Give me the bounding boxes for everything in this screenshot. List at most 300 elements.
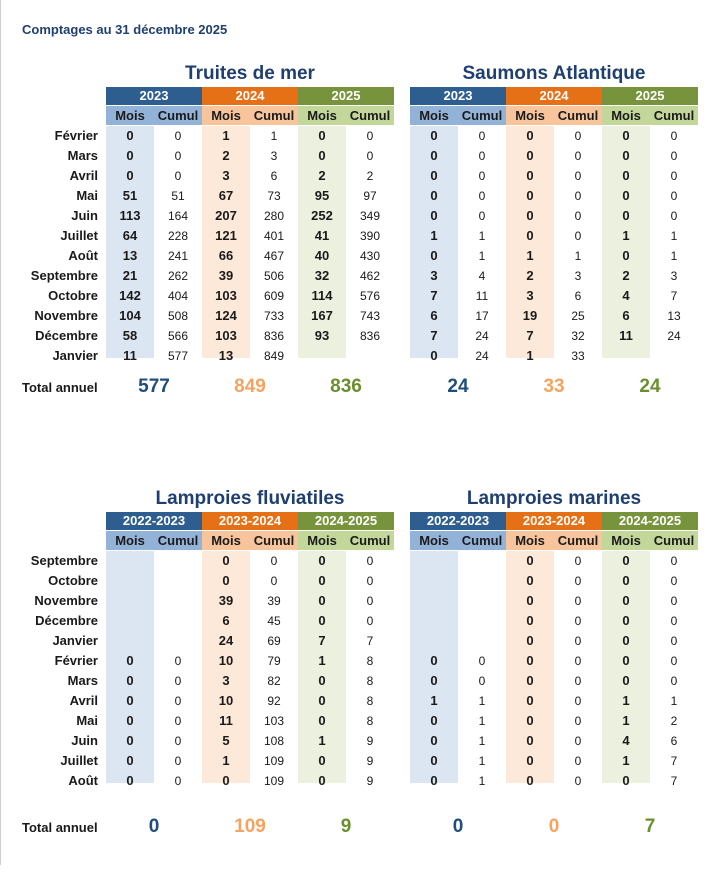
mois-value: 3 (222, 168, 230, 183)
cumul-value (650, 346, 698, 366)
cumul-value: 404 (167, 289, 189, 303)
cumul-value: 32 (571, 329, 585, 343)
cumul-value: 8 (366, 694, 374, 708)
cumul-value: 0 (574, 169, 582, 183)
mois-value: 0 (622, 613, 630, 628)
row-label: Juillet (60, 228, 98, 243)
cumul-value: 73 (267, 189, 281, 203)
mois-value: 7 (526, 328, 534, 343)
period-header: 2023 (106, 87, 202, 105)
mois-value: 51 (122, 188, 138, 203)
row-label: Mars (67, 148, 98, 163)
mois-value: 0 (622, 653, 630, 668)
mois-value: 121 (215, 228, 237, 243)
cumul-value: 13 (667, 309, 681, 323)
row-label: Septembre (30, 553, 98, 568)
mois-value: 39 (218, 268, 234, 283)
mois-value: 2 (622, 268, 630, 283)
mois-value: 0 (526, 733, 534, 748)
mois-value: 0 (126, 673, 134, 688)
mois-value: 4 (622, 733, 630, 748)
cumul-value: 0 (574, 189, 582, 203)
mois-value: 1 (622, 228, 630, 243)
row-label: Juin (71, 733, 98, 748)
cumul-subheader: Cumul (650, 106, 698, 125)
cumul-value: 0 (574, 554, 582, 568)
cumul-subheader: Cumul (250, 531, 298, 550)
mois-value: 0 (526, 228, 534, 243)
cumul-value: 0 (574, 694, 582, 708)
mois-value: 1 (622, 713, 630, 728)
cumul-value: 349 (359, 209, 381, 223)
mois-value: 10 (218, 693, 234, 708)
cumul-value: 24 (475, 349, 489, 363)
cumul-value: 462 (359, 269, 381, 283)
period-header: 2024-2025 (298, 512, 394, 530)
row-label: Octobre (48, 573, 98, 588)
cumul-value: 0 (670, 634, 678, 648)
annual-total-value: 0 (148, 816, 160, 837)
mois-value (106, 551, 154, 571)
mois-value: 1 (318, 653, 326, 668)
mois-subheader: Mois (298, 531, 346, 550)
mois-value: 0 (526, 613, 534, 628)
cumul-value: 8 (366, 654, 374, 668)
cumul-value: 9 (366, 734, 374, 748)
cumul-value: 1 (478, 754, 486, 768)
mois-value: 0 (318, 613, 326, 628)
row-label: Décembre (35, 328, 98, 343)
cumul-value: 280 (263, 209, 285, 223)
cumul-subheader: Cumul (346, 531, 394, 550)
cumul-subheader: Cumul (650, 531, 698, 550)
cumul-value: 7 (670, 774, 678, 788)
cumul-subheader: Cumul (154, 106, 202, 125)
mois-value: 0 (126, 653, 134, 668)
cumul-value: 0 (574, 674, 582, 688)
mois-value: 13 (218, 348, 234, 363)
mois-subheader: Mois (202, 106, 250, 125)
period-header: 2025 (298, 87, 394, 105)
row-label: Avril (69, 168, 98, 183)
mois-value: 66 (218, 248, 234, 263)
mois-value: 0 (318, 553, 326, 568)
mois-value: 32 (314, 268, 330, 283)
mois-value: 13 (122, 248, 138, 263)
mois-value: 0 (622, 553, 630, 568)
annual-total-value: 0 (452, 816, 464, 837)
mois-value: 2 (222, 148, 230, 163)
annual-total-value: 849 (234, 376, 266, 397)
mois-value: 0 (318, 128, 326, 143)
cumul-value: 1 (478, 774, 486, 788)
annual-total-value: 9 (340, 816, 352, 837)
cumul-value: 0 (478, 149, 486, 163)
cumul-value: 0 (574, 574, 582, 588)
mois-value: 0 (318, 713, 326, 728)
cumul-subheader: Cumul (554, 531, 602, 550)
cumul-value: 0 (574, 754, 582, 768)
mois-value: 0 (430, 128, 438, 143)
cumul-subheader: Cumul (554, 106, 602, 125)
mois-value: 41 (314, 228, 330, 243)
mois-value: 1 (526, 348, 534, 363)
mois-value: 0 (318, 673, 326, 688)
cumul-value: 0 (574, 209, 582, 223)
cumul-subheader: Cumul (458, 531, 506, 550)
cumul-value: 11 (475, 289, 489, 303)
mois-value: 0 (526, 573, 534, 588)
row-label: Avril (69, 693, 98, 708)
annual-total-value: 24 (639, 376, 661, 397)
mois-subheader: Mois (506, 106, 554, 125)
mois-value: 103 (215, 328, 237, 343)
mois-value: 0 (430, 348, 438, 363)
cumul-value (458, 571, 506, 591)
mois-value: 0 (222, 773, 230, 788)
cumul-value (154, 591, 202, 611)
row-label: Juin (71, 208, 98, 223)
mois-value: 1 (430, 228, 438, 243)
cumul-value: 0 (478, 169, 486, 183)
cumul-value: 8 (366, 674, 374, 688)
cumul-value: 0 (174, 754, 182, 768)
row-label: Février (54, 128, 98, 143)
row-label: Août (68, 248, 98, 263)
cumul-value: 0 (174, 714, 182, 728)
cumul-value: 92 (267, 694, 281, 708)
mois-value: 0 (526, 753, 534, 768)
cumul-value: 0 (574, 129, 582, 143)
mois-value: 1 (622, 753, 630, 768)
row-label: Janvier (52, 633, 98, 648)
mois-subheader: Mois (602, 531, 650, 550)
mois-value: 0 (126, 168, 134, 183)
mois-value: 0 (526, 553, 534, 568)
cumul-value: 69 (267, 634, 281, 648)
cumul-value: 6 (270, 169, 278, 183)
cumul-value: 0 (270, 554, 278, 568)
cumul-value: 103 (263, 714, 285, 728)
mois-value: 3 (526, 288, 534, 303)
cumul-value: 9 (366, 774, 374, 788)
mois-value: 21 (122, 268, 138, 283)
cumul-value: 0 (670, 209, 678, 223)
mois-value: 0 (430, 713, 438, 728)
mois-value: 64 (122, 228, 138, 243)
cumul-value: 9 (366, 754, 374, 768)
mois-value: 0 (126, 128, 134, 143)
cumul-value: 228 (167, 229, 189, 243)
mois-value: 0 (318, 593, 326, 608)
mois-value: 0 (430, 773, 438, 788)
mois-subheader: Mois (202, 531, 250, 550)
row-label: Août (68, 773, 98, 788)
cumul-value: 0 (670, 169, 678, 183)
cumul-value: 0 (174, 674, 182, 688)
mois-value: 58 (122, 328, 138, 343)
cumul-value: 0 (174, 149, 182, 163)
table-title-lamproies-fluviatiles: Lamproies fluviatiles (155, 488, 345, 509)
mois-value: 0 (222, 573, 230, 588)
mois-value: 0 (318, 753, 326, 768)
cumul-value: 3 (574, 269, 582, 283)
cumul-value: 1 (574, 249, 582, 263)
mois-value: 6 (430, 308, 438, 323)
annual-total-value: 7 (644, 816, 656, 837)
cumul-value: 0 (174, 129, 182, 143)
mois-value (410, 591, 458, 611)
row-label: Juillet (60, 753, 98, 768)
mois-value: 1 (222, 128, 230, 143)
annual-total-value: 577 (138, 376, 170, 397)
row-label: Mars (67, 673, 98, 688)
cumul-value: 24 (667, 329, 681, 343)
cumul-value: 0 (366, 614, 374, 628)
mois-value: 7 (430, 328, 438, 343)
mois-value: 40 (314, 248, 330, 263)
cumul-value: 0 (366, 149, 374, 163)
mois-value: 252 (311, 208, 333, 223)
mois-value: 0 (318, 693, 326, 708)
cumul-value: 430 (359, 249, 381, 263)
mois-value: 0 (622, 633, 630, 648)
mois-value: 0 (526, 148, 534, 163)
mois-value: 0 (526, 168, 534, 183)
mois-subheader: Mois (506, 531, 554, 550)
cumul-value: 0 (574, 634, 582, 648)
mois-value: 0 (622, 773, 630, 788)
mois-value: 124 (215, 308, 237, 323)
cumul-value: 1 (270, 129, 278, 143)
cumul-value: 109 (263, 754, 285, 768)
mois-value (410, 551, 458, 571)
mois-value: 0 (622, 128, 630, 143)
mois-value: 0 (526, 128, 534, 143)
cumul-value: 2 (366, 169, 374, 183)
cumul-value: 0 (670, 189, 678, 203)
mois-value: 0 (430, 733, 438, 748)
mois-value: 7 (318, 633, 326, 648)
cumul-value: 0 (670, 594, 678, 608)
mois-value: 113 (119, 208, 141, 223)
mois-value: 0 (622, 148, 630, 163)
mois-value: 0 (126, 753, 134, 768)
mois-value: 114 (311, 288, 333, 303)
mois-value: 0 (526, 693, 534, 708)
cumul-value: 0 (574, 594, 582, 608)
mois-value: 11 (123, 348, 137, 363)
cumul-value: 0 (478, 189, 486, 203)
mois-value: 7 (430, 288, 438, 303)
mois-value: 0 (622, 208, 630, 223)
cumul-value: 0 (670, 614, 678, 628)
mois-value: 93 (314, 328, 330, 343)
cumul-value: 7 (366, 634, 374, 648)
cumul-value: 45 (267, 614, 281, 628)
annual-total-value: 33 (543, 376, 565, 397)
mois-value: 0 (430, 188, 438, 203)
mois-value: 0 (126, 148, 134, 163)
mois-value: 1 (318, 733, 326, 748)
cumul-value: 1 (670, 229, 678, 243)
mois-value: 0 (526, 633, 534, 648)
table-title-saumons: Saumons Atlantique (462, 63, 646, 84)
cumul-value (154, 571, 202, 591)
cumul-value: 0 (574, 614, 582, 628)
mois-subheader: Mois (410, 531, 458, 550)
cumul-value: 0 (366, 594, 374, 608)
period-header: 2023-2024 (202, 512, 298, 530)
mois-value: 11 (619, 328, 633, 343)
cumul-value: 0 (270, 574, 278, 588)
cumul-subheader: Cumul (154, 531, 202, 550)
mois-value (298, 346, 346, 366)
cumul-value: 743 (359, 309, 381, 323)
cumul-value: 17 (475, 309, 489, 323)
mois-value: 142 (119, 288, 141, 303)
mois-value: 0 (430, 208, 438, 223)
cumul-value: 262 (167, 269, 189, 283)
cumul-value: 401 (263, 229, 285, 243)
cumul-subheader: Cumul (250, 106, 298, 125)
mois-value: 1 (526, 248, 534, 263)
mois-value: 0 (318, 573, 326, 588)
mois-value: 5 (222, 733, 230, 748)
period-header: 2024 (202, 87, 298, 105)
cumul-value (154, 611, 202, 631)
cumul-value: 0 (174, 694, 182, 708)
cumul-value: 1 (478, 734, 486, 748)
cumul-value: 0 (670, 554, 678, 568)
mois-value: 1 (222, 753, 230, 768)
top-counts-block (0, 58, 716, 403)
cumul-value: 39 (267, 594, 281, 608)
mois-value: 39 (218, 593, 234, 608)
mois-value: 0 (318, 773, 326, 788)
cumul-value: 108 (263, 734, 285, 748)
cumul-value: 0 (574, 714, 582, 728)
cumul-value: 1 (478, 694, 486, 708)
mois-value: 67 (218, 188, 234, 203)
mois-subheader: Mois (602, 106, 650, 125)
cumul-value (458, 611, 506, 631)
cumul-value: 0 (174, 654, 182, 668)
cumul-value: 0 (478, 209, 486, 223)
cumul-value: 0 (670, 674, 678, 688)
annual-total-value: 0 (548, 816, 560, 837)
mois-value: 0 (430, 248, 438, 263)
cumul-value: 390 (359, 229, 381, 243)
cumul-value: 0 (574, 229, 582, 243)
cumul-value: 0 (574, 734, 582, 748)
mois-value: 0 (430, 168, 438, 183)
cumul-value: 0 (670, 574, 678, 588)
period-header: 2022-2023 (106, 512, 202, 530)
row-label: Septembre (30, 268, 98, 283)
mois-value: 0 (526, 653, 534, 668)
mois-subheader: Mois (106, 531, 154, 550)
cumul-value: 109 (263, 774, 285, 788)
cumul-value: 0 (478, 129, 486, 143)
table-title-lamproies-marines: Lamproies marines (466, 488, 642, 509)
cumul-value: 1 (478, 249, 486, 263)
cumul-value: 577 (167, 349, 189, 363)
mois-value: 104 (119, 308, 141, 323)
mois-value: 0 (622, 188, 630, 203)
mois-value: 10 (218, 653, 234, 668)
cumul-value: 8 (366, 714, 374, 728)
mois-value: 2 (526, 268, 534, 283)
cumul-value: 3 (270, 149, 278, 163)
total-annuel-label: Total annuel (22, 380, 98, 395)
mois-value (410, 571, 458, 591)
cumul-value: 6 (574, 289, 582, 303)
period-header: 2024 (506, 87, 602, 105)
mois-value (106, 591, 154, 611)
row-label: Janvier (52, 348, 98, 363)
mois-value: 0 (526, 208, 534, 223)
cumul-value: 1 (670, 694, 678, 708)
mois-value: 0 (430, 653, 438, 668)
cumul-value: 0 (670, 149, 678, 163)
page-title: Comptages au 31 décembre 2025 (22, 22, 228, 37)
mois-value: 95 (314, 188, 330, 203)
cumul-value (154, 551, 202, 571)
cumul-value: 0 (670, 129, 678, 143)
mois-value: 0 (622, 673, 630, 688)
cumul-value: 849 (263, 349, 285, 363)
cumul-value: 0 (174, 169, 182, 183)
mois-value (106, 611, 154, 631)
row-label: Novembre (34, 308, 98, 323)
cumul-value: 0 (574, 654, 582, 668)
cumul-value: 79 (267, 654, 281, 668)
mois-value (602, 346, 650, 366)
cumul-value (346, 346, 394, 366)
mois-value: 24 (218, 633, 234, 648)
cumul-subheader: Cumul (458, 106, 506, 125)
cumul-value: 0 (366, 574, 374, 588)
cumul-value: 24 (475, 329, 489, 343)
mois-value: 0 (526, 713, 534, 728)
annual-total-value: 109 (234, 816, 266, 837)
cumul-value: 51 (171, 189, 185, 203)
mois-value: 3 (430, 268, 438, 283)
cumul-value: 0 (478, 654, 486, 668)
cumul-value: 7 (670, 289, 678, 303)
cumul-value: 733 (263, 309, 285, 323)
mois-value: 0 (622, 168, 630, 183)
mois-value: 0 (430, 673, 438, 688)
mois-value (410, 611, 458, 631)
mois-value: 1 (622, 693, 630, 708)
mois-value: 0 (126, 733, 134, 748)
cumul-value: 467 (263, 249, 285, 263)
cumul-value: 566 (167, 329, 189, 343)
cumul-value: 33 (571, 349, 585, 363)
mois-subheader: Mois (410, 106, 458, 125)
mois-value: 11 (219, 713, 233, 728)
period-header: 2022-2023 (410, 512, 506, 530)
row-label: Novembre (34, 593, 98, 608)
mois-value: 0 (622, 593, 630, 608)
cumul-value (458, 551, 506, 571)
bottom-counts-block (0, 483, 716, 843)
mois-value: 167 (311, 308, 333, 323)
cumul-value: 609 (263, 289, 285, 303)
cumul-value: 508 (167, 309, 189, 323)
